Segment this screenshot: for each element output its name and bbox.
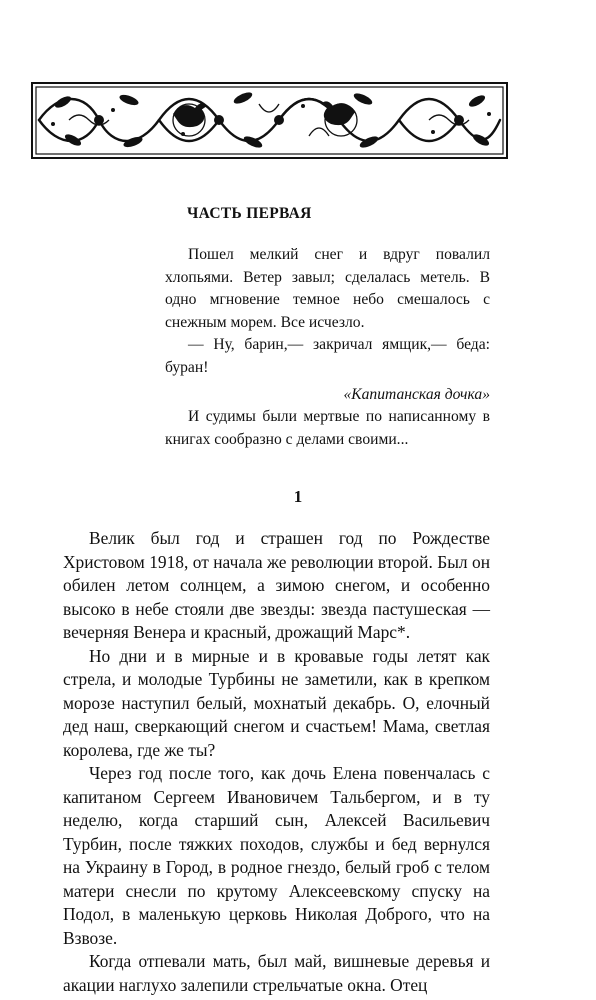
epigraph-revelation bbox=[165, 406, 490, 451]
epigraph-line: — Ну, барин,— закричал ямщик,— беда: буран! bbox=[165, 336, 490, 376]
paragraph: Когда отпевали мать, был май, вишневые деревья и акации наглухо залепили стрельчатые окна. Отец bbox=[63, 951, 490, 995]
epigraph-line: И судимы были мертвые по написанному в книгах сообразно с делами своими... bbox=[165, 408, 490, 448]
paragraph: Велик был год и страшен год по Рождестве Христовом 1918, от начала же революции второй. Был он обилен летом солнцем, а зимою снегом, и особенно высоко в небе стояли две звезды: звезда пастушеская — вечерняя Венера и красный, дрожащий Марс*. bbox=[63, 528, 490, 642]
epigraph-captains-daughter bbox=[165, 244, 490, 407]
chapter-body bbox=[63, 527, 490, 997]
chapter-number: 1 bbox=[293, 487, 303, 506]
epigraph-source: «Капитанская дочка» bbox=[343, 386, 490, 403]
floral-ornament-with-birds-icon bbox=[33, 84, 506, 157]
paragraph: Но дни и в мирные и в кровавые годы летят как стрела, и молодые Турбины не заметили, как в крепком морозе наступил белый, мохнатый декабрь. О, елочный дед наш, сверкающий снегом и счастьем! Мама, светлая королева, где же ты? bbox=[63, 645, 490, 760]
header-ornament bbox=[31, 82, 508, 159]
part-title: ЧАСТЬ ПЕРВАЯ bbox=[187, 205, 312, 222]
paragraph: Через год после того, как дочь Елена повенчалась с капитаном Сергеем Ивановичем Тальбергом, и в ту неделю, когда старший сын, Алексей Васильевич Турбин, после тяжких походов, службы и бед вернулся на Украину в Город, в родное гнездо, белый гроб с телом матери снесли по крутому Алексеевскому спуску на Подол, в маленькую церковь Николая Доброго, что на Взвозе. bbox=[63, 763, 490, 948]
epigraph-line: Пошел мелкий снег и вдруг повалил хлопьями. Ветер завыл; сделалась метель. В одно мгновение темное небо смешалось с снежным морем. Все исчезло. bbox=[165, 246, 490, 331]
